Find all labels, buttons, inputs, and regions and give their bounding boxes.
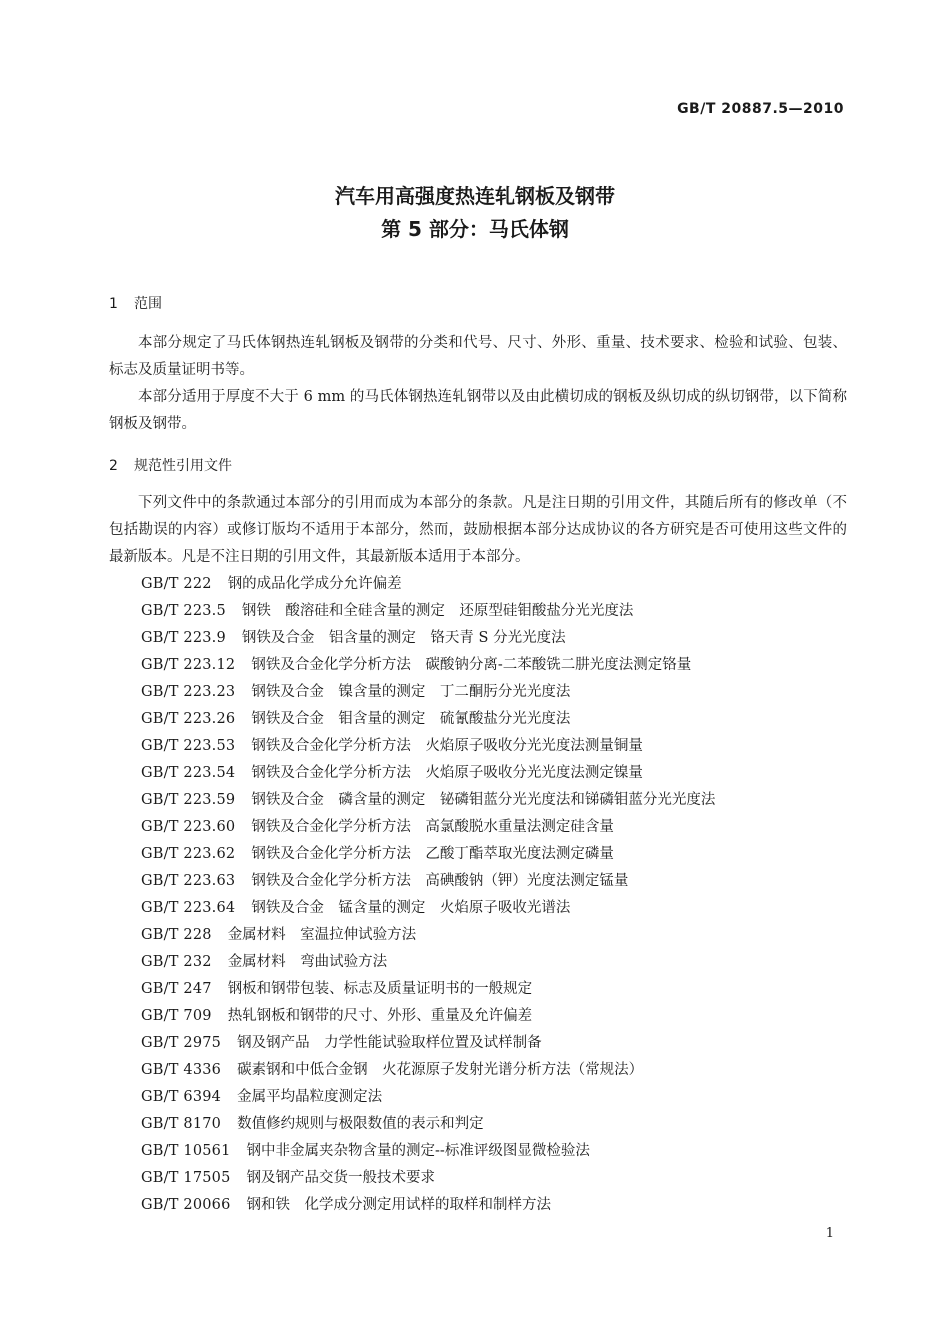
reference-title: 钢铁及合金化学分析方法 高氯酸脱水重量法测定硅含量 (251, 819, 614, 835)
reference-code: GB/T 247 (141, 981, 212, 997)
reference-item (141, 733, 715, 760)
reference-code: GB/T 223.62 (141, 846, 236, 862)
reference-item (141, 922, 715, 949)
reference-title: 热轧钢板和钢带的尺寸、外形、重量及允许偏差 (227, 1008, 533, 1024)
reference-title: 钢铁及合金化学分析方法 火焰原子吸收分光光度法测量铜量 (251, 738, 643, 754)
reference-item (141, 868, 715, 895)
reference-title: 钢铁及合金化学分析方法 火焰原子吸收分光光度法测定镍量 (251, 765, 643, 781)
reference-code: GB/T 10561 (141, 1143, 231, 1159)
reference-item (141, 598, 715, 625)
title-line-2: 第 5 部分：马氏体钢 (381, 217, 569, 241)
reference-code: GB/T 223.64 (141, 900, 236, 916)
reference-title: 金属材料 弯曲试验方法 (227, 954, 388, 970)
section-1-number: 1 (109, 296, 118, 312)
reference-code: GB/T 223.54 (141, 765, 236, 781)
reference-item (141, 1192, 715, 1219)
reference-code: GB/T 223.12 (141, 657, 236, 673)
reference-title: 钢铁及合金 锰含量的测定 火焰原子吸收光谱法 (251, 900, 571, 916)
reference-item (141, 760, 715, 787)
reference-item (141, 1138, 715, 1165)
reference-code: GB/T 223.59 (141, 792, 236, 808)
section-2-paragraph-1: 下列文件中的条款通过本部分的引用而成为本部分的条款。凡是注日期的引用文件，其随后所有的修改单（不包括勘误的内容）或修订版均不适用于本部分，然而，鼓励根据本部分达成协议的各方研究是否可使用这些文件的最新版本。凡是不注日期的引用文件，其最新版本适用于本部分。 (109, 495, 847, 565)
reference-item (141, 652, 715, 679)
reference-title: 钢铁及合金 镍含量的测定 丁二酮肟分光光度法 (251, 684, 571, 700)
reference-code: GB/T 223.26 (141, 711, 236, 727)
reference-title: 钢及钢产品 力学性能试验取样位置及试样制备 (237, 1035, 542, 1051)
reference-item (141, 787, 715, 814)
reference-item (141, 679, 715, 706)
reference-item (141, 1165, 715, 1192)
reference-code: GB/T 8170 (141, 1116, 222, 1132)
reference-title: 钢和铁 化学成分测定用试样的取样和制样方法 (246, 1197, 552, 1213)
reference-item (141, 1111, 715, 1138)
reference-item (141, 1030, 715, 1057)
reference-item (141, 1003, 715, 1030)
section-1-title: 范围 (134, 296, 162, 312)
reference-title: 钢中非金属夹杂物含量的测定--标准评级图显微检验法 (246, 1143, 590, 1159)
reference-item (141, 1084, 715, 1111)
reference-code: GB/T 20066 (141, 1197, 231, 1213)
reference-title: 钢板和钢带包装、标志及质量证明书的一般规定 (227, 981, 533, 997)
reference-item (141, 571, 715, 598)
reference-code: GB/T 223.23 (141, 684, 236, 700)
reference-title: 钢铁及合金化学分析方法 碳酸钠分离-二苯酸铣二肼光度法测定铬量 (251, 657, 692, 673)
reference-title: 钢铁 酸溶硅和全硅含量的测定 还原型硅钼酸盐分光光度法 (241, 603, 634, 619)
reference-item (141, 814, 715, 841)
section-1-paragraph-1: 本部分规定了马氏体钢热连轧钢板及钢带的分类和代号、尺寸、外形、重量、技术要求、检验和试验、包装、标志及质量证明书等。 (109, 335, 847, 378)
title-line-1: 汽车用高强度热连轧钢板及钢带 (335, 184, 615, 208)
page-number: 1 (825, 1226, 834, 1241)
reference-code: GB/T 228 (141, 927, 212, 943)
reference-code: GB/T 223.9 (141, 630, 226, 646)
reference-code: GB/T 223.63 (141, 873, 236, 889)
reference-item (141, 625, 715, 652)
section-2-title: 规范性引用文件 (134, 458, 232, 474)
reference-code: GB/T 232 (141, 954, 212, 970)
reference-item (141, 976, 715, 1003)
reference-code: GB/T 709 (141, 1008, 212, 1024)
reference-code: GB/T 222 (141, 576, 212, 592)
reference-title: 金属平均晶粒度测定法 (237, 1089, 383, 1105)
section-2-number: 2 (109, 458, 118, 474)
reference-item (141, 949, 715, 976)
reference-title: 钢铁及合金 磷含量的测定 铋磷钼蓝分光光度法和锑磷钼蓝分光光度法 (251, 792, 716, 808)
reference-title: 钢铁及合金 铝含量的测定 铬天青 S 分光光度法 (241, 630, 566, 646)
reference-title: 钢的成品化学成分允许偏差 (227, 576, 402, 592)
reference-code: GB/T 223.53 (141, 738, 236, 754)
reference-code: GB/T 6394 (141, 1089, 222, 1105)
reference-title: 金属材料 室温拉伸试验方法 (227, 927, 417, 943)
reference-title: 钢铁及合金化学分析方法 乙酸丁酯萃取光度法测定磷量 (251, 846, 614, 862)
section-2-heading (109, 455, 232, 475)
reference-code: GB/T 2975 (141, 1035, 222, 1051)
reference-code: GB/T 4336 (141, 1062, 222, 1078)
reference-code: GB/T 17505 (141, 1170, 231, 1186)
reference-title: 钢铁及合金 钼含量的测定 硫氰酸盐分光光度法 (251, 711, 571, 727)
reference-item (141, 841, 715, 868)
reference-title: 数值修约规则与极限数值的表示和判定 (237, 1116, 484, 1132)
reference-item (141, 706, 715, 733)
standard-code: GB/T 20887.5—2010 (677, 101, 844, 117)
section-1-paragraph-2: 本部分适用于厚度不大于 6 mm 的马氏体钢热连轧钢带以及由此横切成的钢板及纵切成的纵切钢带，以下简称钢板及钢带。 (109, 389, 847, 432)
reference-title: 碳素钢和中低合金钢 火花源原子发射光谱分析方法（常规法） (237, 1062, 644, 1078)
reference-code: GB/T 223.5 (141, 603, 226, 619)
normative-reference-list (141, 571, 715, 1219)
document-title (0, 180, 950, 246)
reference-title: 钢铁及合金化学分析方法 高碘酸钠（钾）光度法测定锰量 (251, 873, 629, 889)
reference-title: 钢及钢产品交货一般技术要求 (246, 1170, 436, 1186)
reference-code: GB/T 223.60 (141, 819, 236, 835)
reference-item (141, 895, 715, 922)
section-1-heading (109, 293, 162, 313)
reference-item (141, 1057, 715, 1084)
